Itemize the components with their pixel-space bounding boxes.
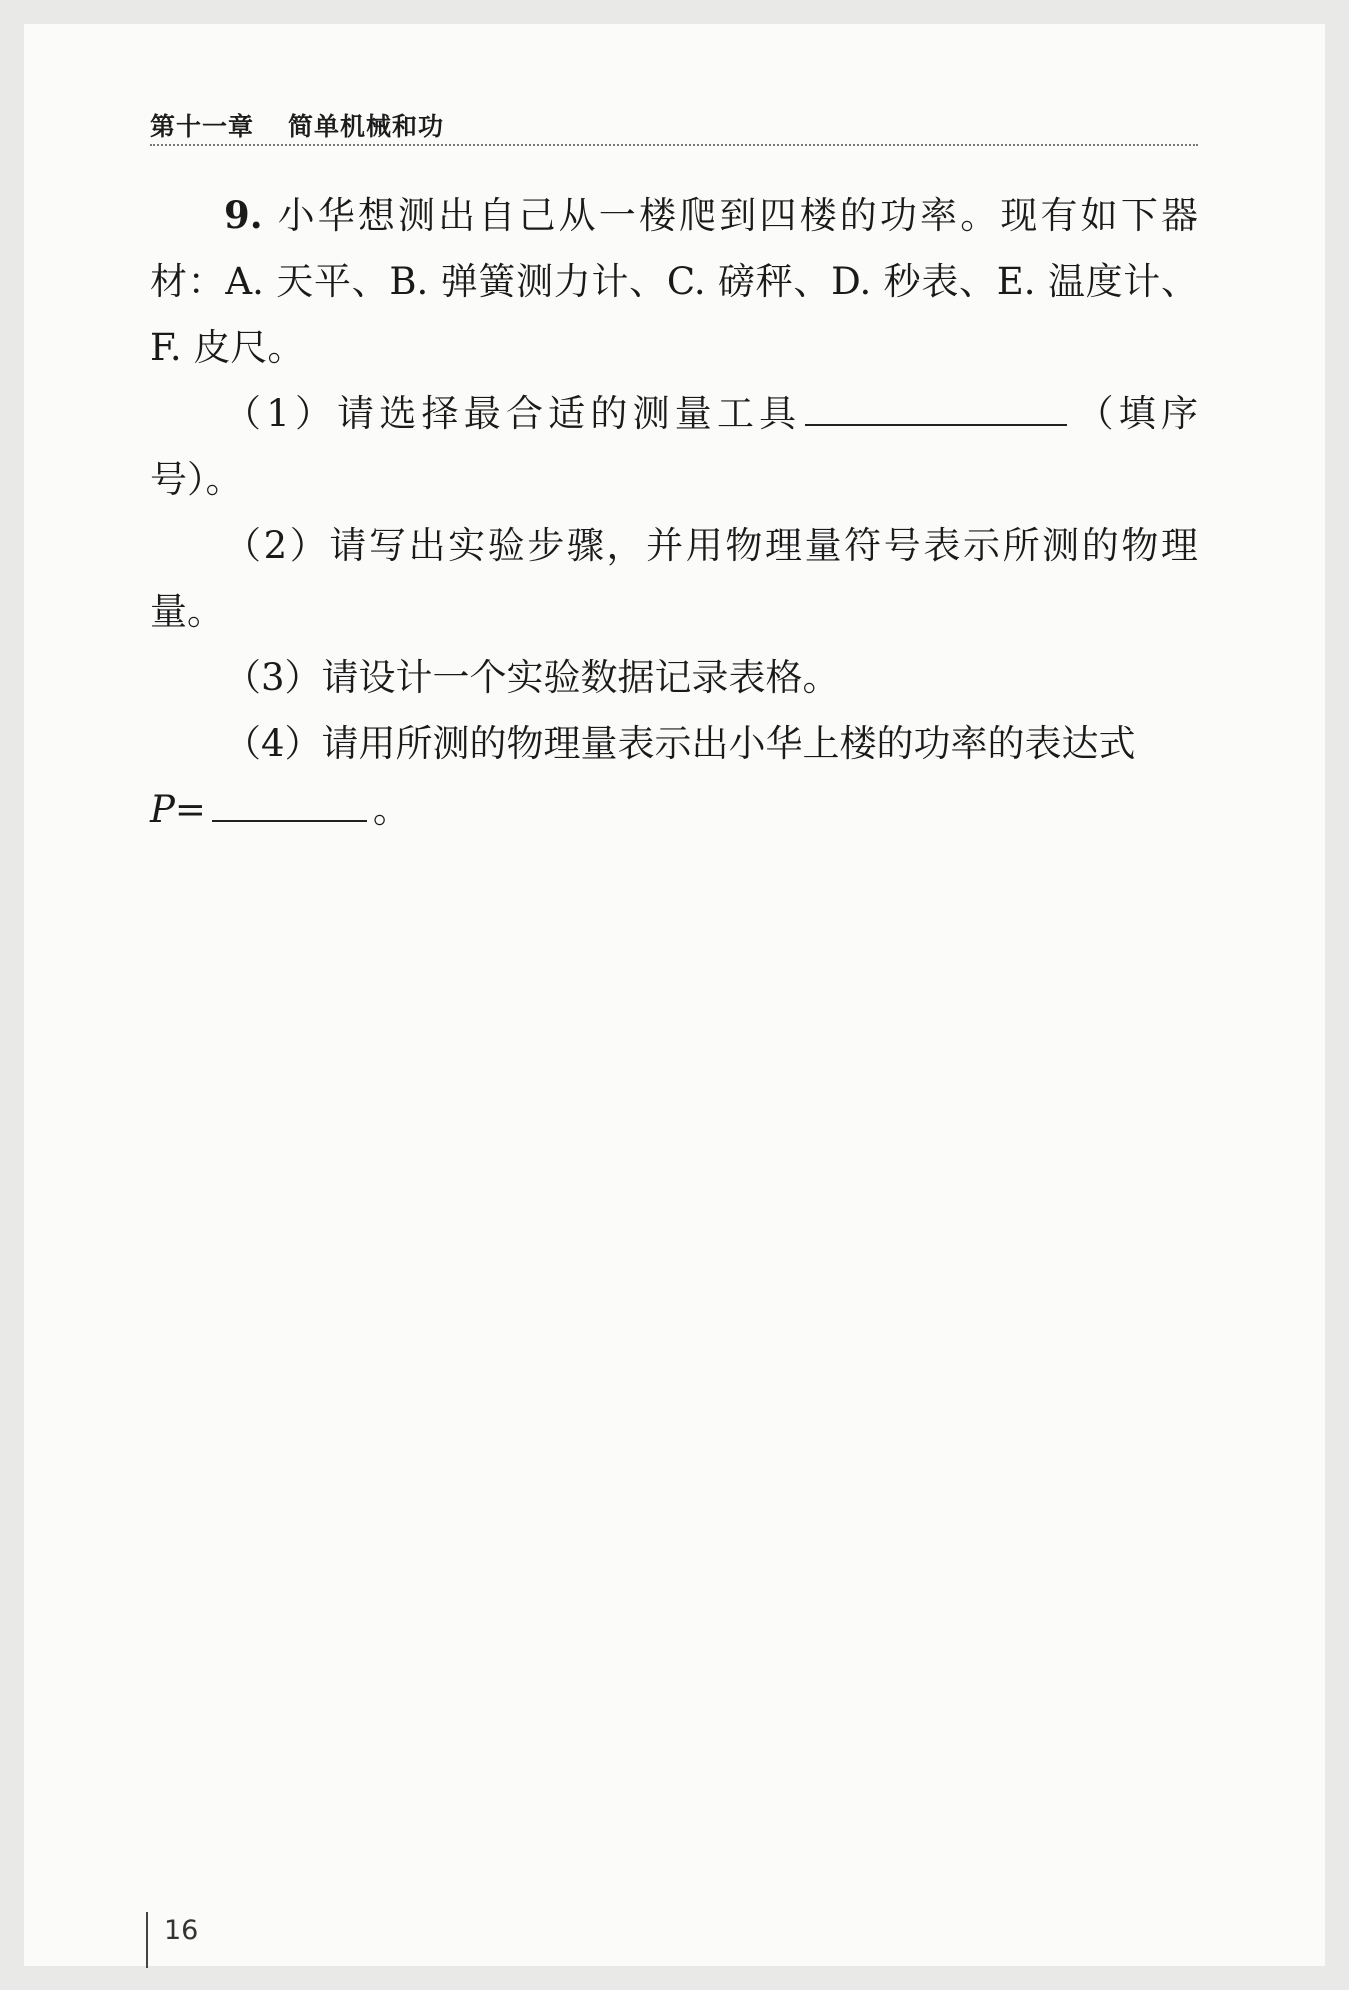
power-formula-line — [150, 777, 1198, 843]
question-block — [150, 182, 1198, 843]
page-number: 16 — [164, 1915, 199, 1946]
question-part-3 — [150, 645, 1198, 711]
power-variable: P — [150, 788, 175, 831]
question-part-4 — [150, 711, 1198, 777]
question-intro-text: 小华想测出自己从一楼爬到四楼的功率。现有如下器材：A. 天平、B. 弹簧测力计、C. 磅秤、D. 秒表、E. 温度计、F. 皮尺。 — [150, 194, 1198, 369]
page-number-bar — [146, 1912, 148, 1968]
equals-sign: = — [174, 788, 206, 831]
question-intro — [150, 182, 1198, 381]
part-3-text: （3）请设计一个实验数据记录表格。 — [224, 656, 840, 699]
formula-period: 。 — [372, 788, 410, 831]
answer-blank-formula[interactable] — [212, 786, 367, 822]
chapter-number: 第十一章 — [150, 112, 255, 141]
chapter-title: 简单机械和功 — [288, 112, 445, 141]
part-1-suffix: （填序号）。 — [150, 392, 1198, 501]
question-number: 9. — [224, 193, 263, 237]
answer-blank-tools[interactable] — [805, 390, 1067, 426]
part-1-text: （1）请选择最合适的测量工具 — [224, 392, 802, 435]
question-part-1 — [150, 381, 1198, 513]
chapter-header — [150, 107, 444, 143]
part-4-text: （4）请用所测的物理量表示出小华上楼的功率的表达式 — [224, 722, 1136, 765]
part-2-text: （2）请写出实验步骤，并用物理量符号表示所测的物理量。 — [150, 524, 1198, 633]
question-part-2 — [150, 513, 1198, 645]
header-divider — [150, 144, 1198, 146]
